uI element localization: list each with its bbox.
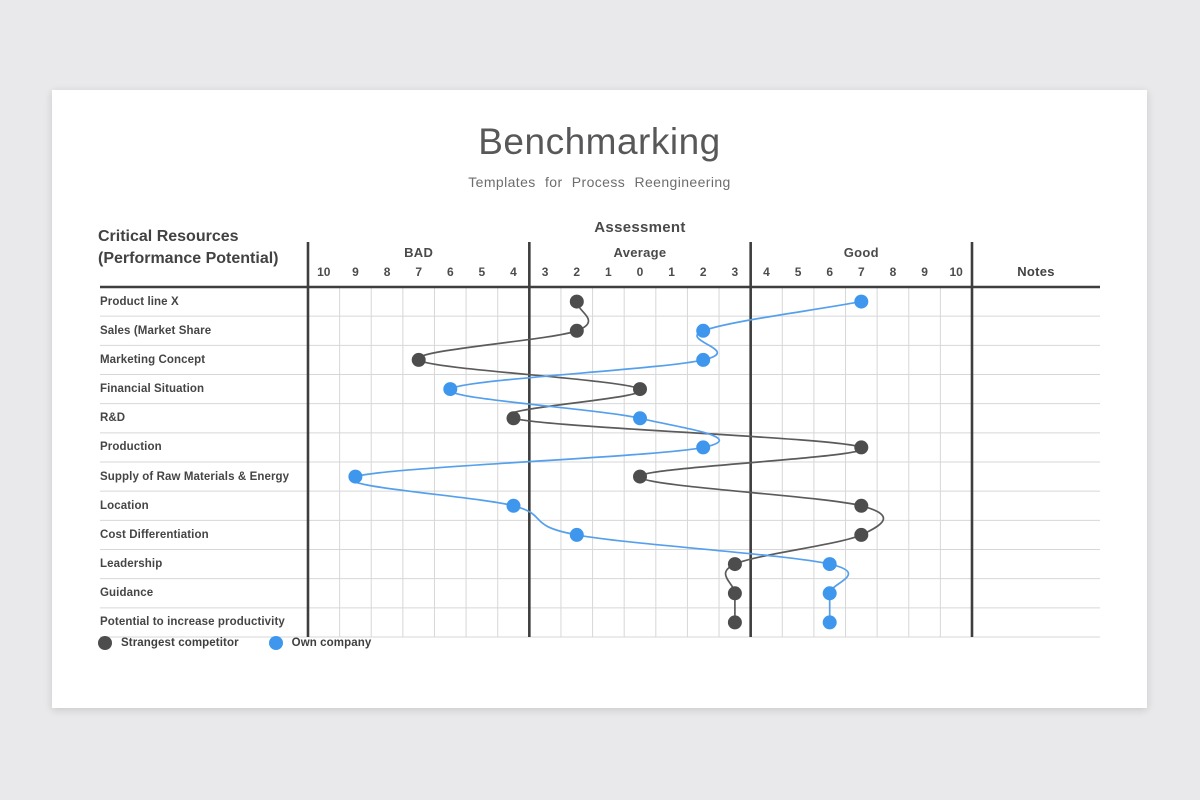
slide [52,90,1147,708]
legend-item [98,636,239,650]
scale-number: 0 [636,265,644,279]
row-label: Guidance [100,587,154,600]
scale-number: 5 [794,265,802,279]
scale-number: 10 [949,265,963,279]
row-label: Location [100,499,149,512]
legend-item [269,636,372,650]
row-label: Potential to increase productivity [100,616,285,629]
scale-number: 10 [317,265,331,279]
scale-number: 9 [352,265,359,279]
row-label: Supply of Raw Materials & Energy [100,470,290,483]
row-header-line1: Critical Resources [98,228,239,245]
data-point [633,470,647,484]
data-point [854,528,868,542]
series-own-company [348,295,868,630]
row-header-line2: (Performance Potential) [98,250,279,267]
section-label-good: Good [843,245,879,260]
data-point [570,324,584,338]
data-point [633,411,647,425]
data-point [728,586,742,600]
data-point [696,324,710,338]
data-point [728,615,742,629]
scale-number: 5 [478,265,486,279]
data-point [412,353,426,367]
notes-column-label: Notes [1017,264,1055,279]
row-header [98,226,278,270]
scale-number: 8 [383,265,391,279]
scale-number: 9 [921,265,928,279]
slide-subtitle: Templates for Process Reengineering [468,174,731,190]
legend-label: Strangest competitor [121,637,239,649]
data-point [570,528,584,542]
data-point [443,382,457,396]
series-line [351,302,861,623]
data-point [728,557,742,571]
scale-number: 2 [573,265,581,279]
data-point [854,499,868,513]
section-label-average: Average [613,245,667,260]
slide-title: Benchmarking [478,121,721,162]
row-label: Product line X [100,295,179,308]
data-point [348,470,362,484]
legend [98,636,371,650]
legend-label: Own company [291,637,372,649]
row-label: Financial Situation [100,383,205,395]
scale-number: 8 [889,265,897,279]
scale-number: 4 [763,265,770,279]
row-label: Sales (Market Share [100,324,212,337]
legend-dot-icon [98,636,112,650]
assessment-label: Assessment [594,219,686,236]
data-point [633,382,647,396]
section-label-bad: BAD [404,245,434,260]
row-label: Production [100,441,162,454]
data-point [570,295,584,309]
data-point [696,353,710,367]
data-point [854,440,868,454]
data-point [696,440,710,454]
scale-number: 7 [415,265,422,279]
scale-number: 6 [446,265,454,279]
scale-number: 2 [699,265,707,279]
scale-number: 7 [857,265,865,279]
data-point [823,557,837,571]
scale-number: 1 [605,265,612,279]
scale-number: 3 [731,265,739,279]
row-label: Leadership [100,558,163,570]
scale-number: 1 [668,265,675,279]
row-label: R&D [100,412,126,425]
scale-number: 4 [510,265,517,279]
data-point [854,295,868,309]
scale-number: 6 [826,265,834,279]
data-point [507,411,521,425]
row-labels [100,287,305,637]
series-line [418,302,883,623]
data-point [823,586,837,600]
row-label: Cost Differentiation [100,528,209,541]
series-competitor [412,295,884,630]
scale-number: 3 [541,265,549,279]
row-label: Marketing Concept [100,353,206,366]
data-point [823,615,837,629]
data-point [507,499,521,513]
legend-dot-icon [269,636,283,650]
